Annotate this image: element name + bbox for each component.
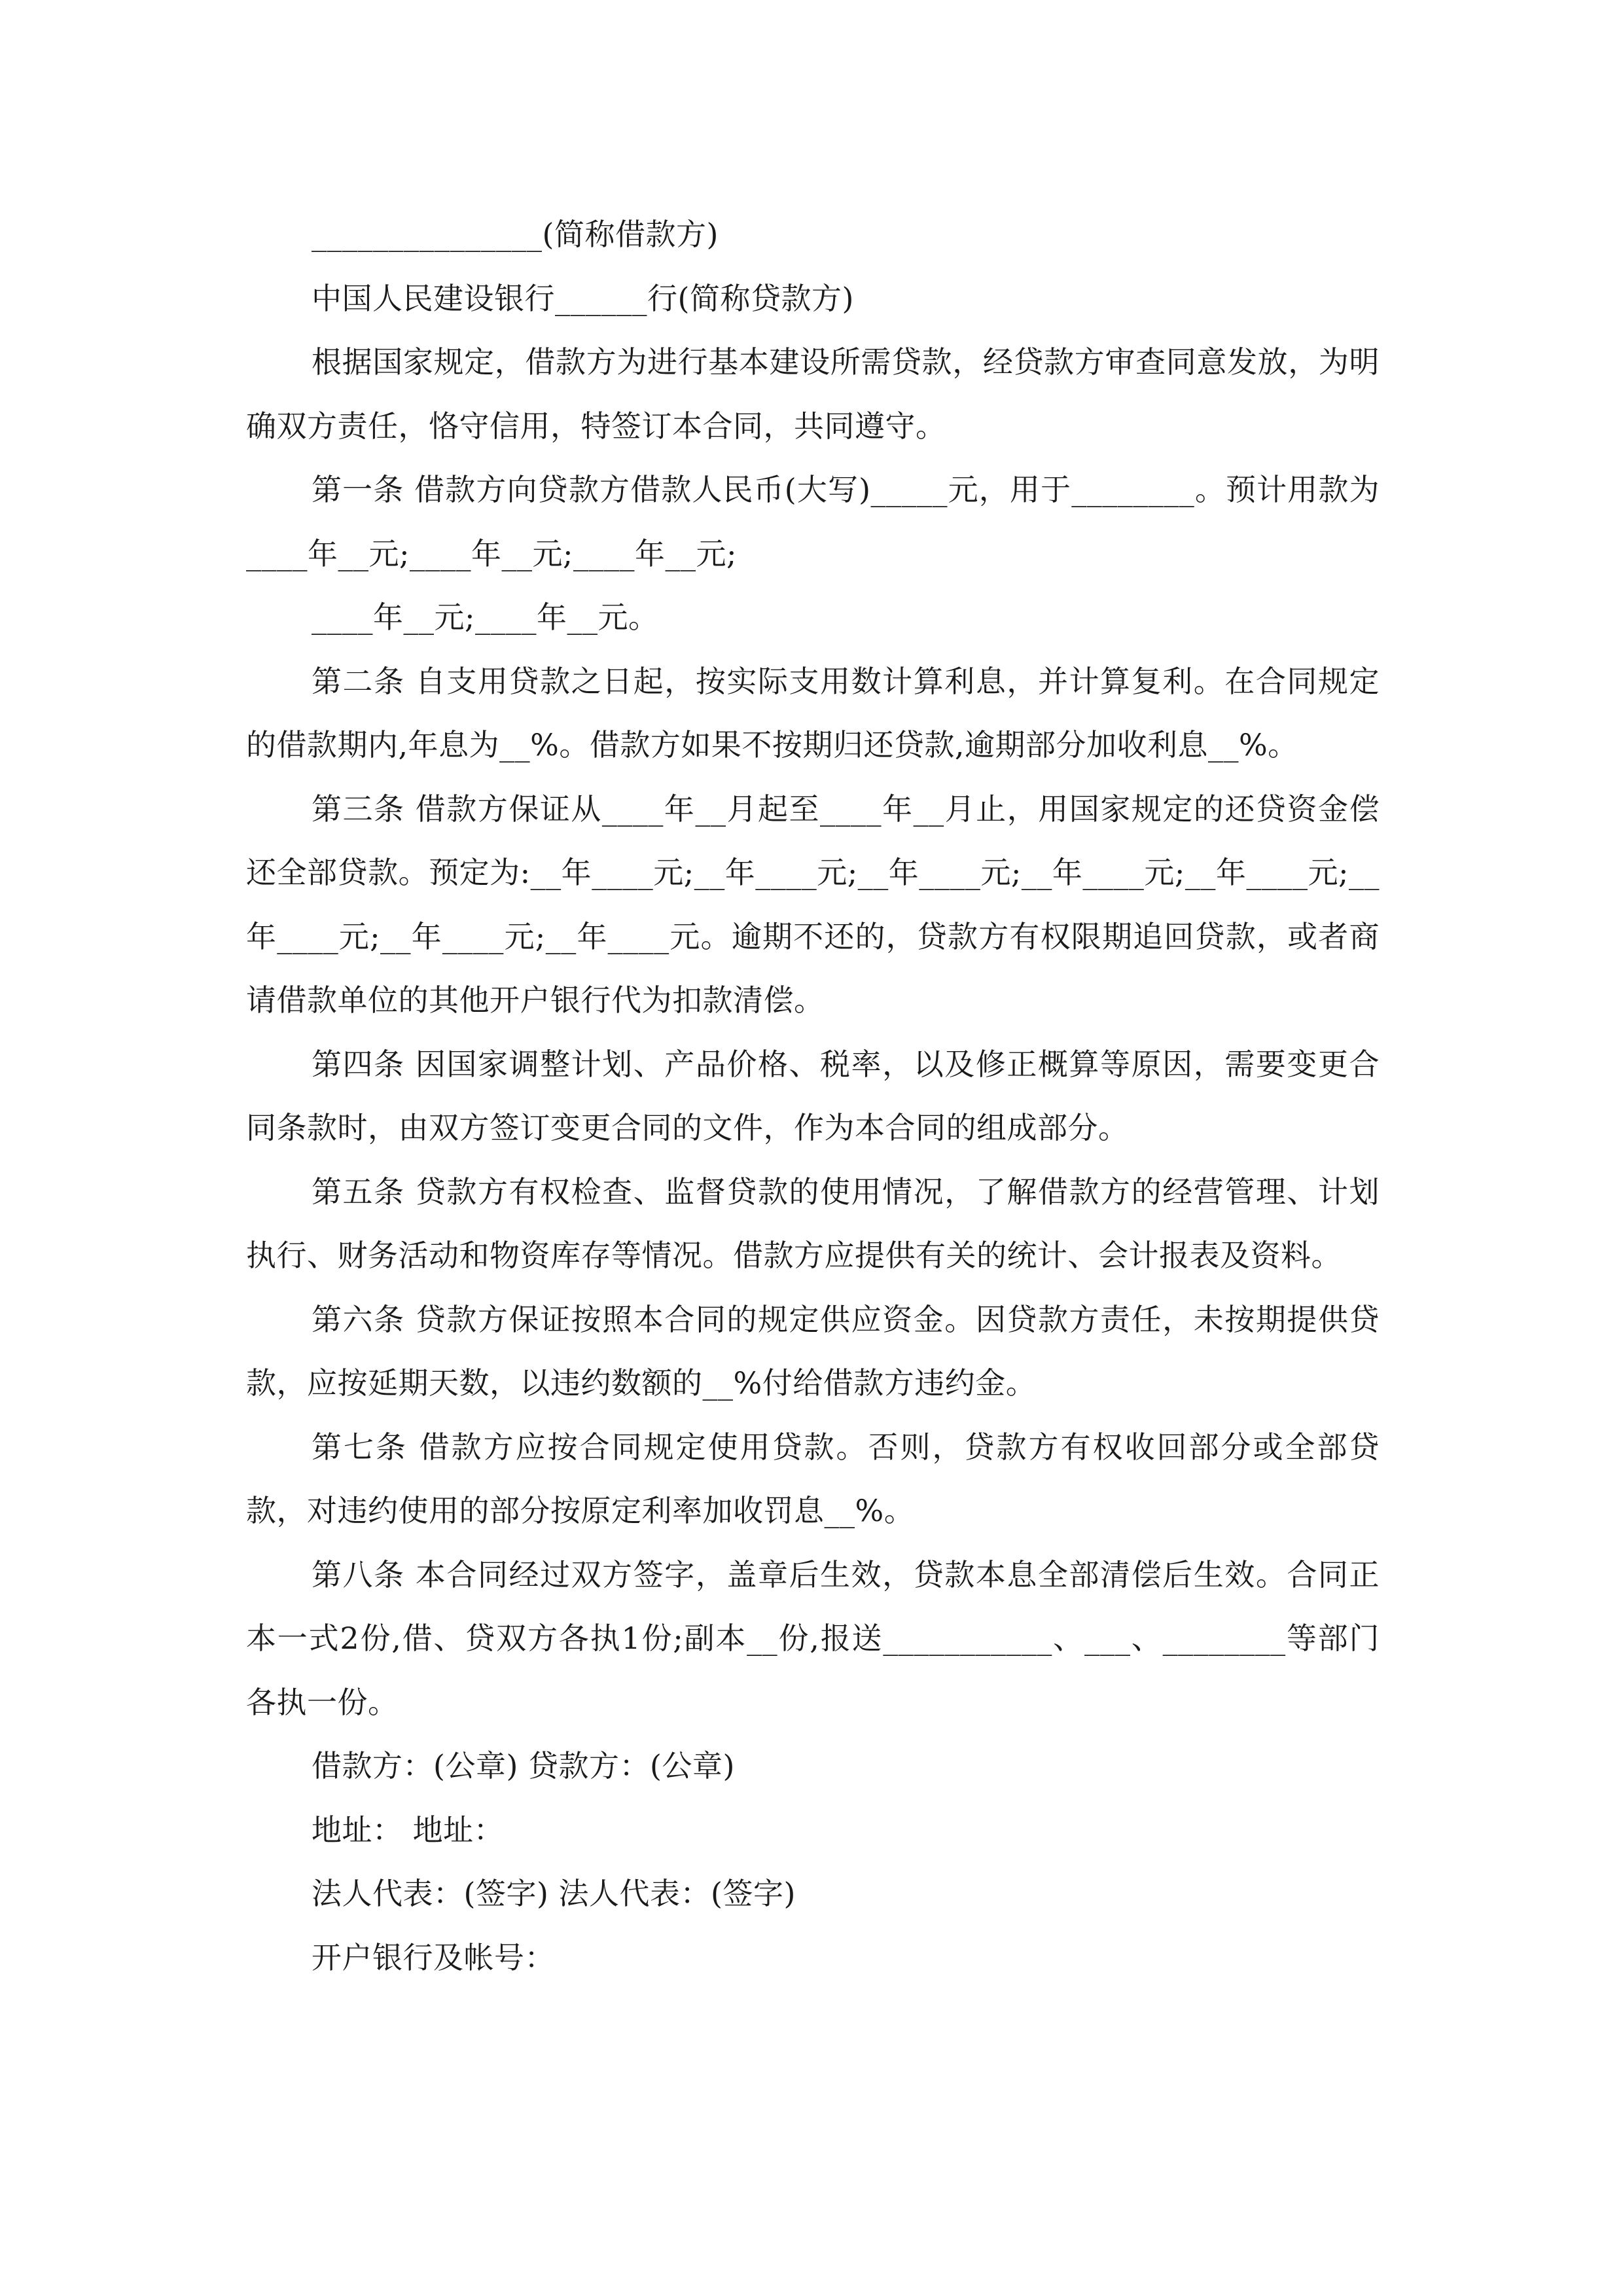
lender-line: 中国人民建设银行______行(简称贷款方) — [312, 280, 854, 316]
address-line: 地址： 地址： — [312, 1812, 505, 1848]
article-4-paragraph: 第四条 因国家调整计划、产品价格、税率，以及修正概算等原因，需要变更合同条款时，由双方签订变更合同的文件，作为本合同的组成部分。 — [246, 1046, 1380, 1145]
article-6-paragraph: 第六条 贷款方保证按照本合同的规定供应资金。因贷款方责任，未按期提供贷款，应按延期天数，以违约数额的__%付给借款方违约金。 — [246, 1301, 1380, 1401]
article-1-continuation: ____年__元;____年__元。 — [312, 600, 659, 635]
article-2-paragraph: 第二条 自支用贷款之日起，按实际支用数计算利息，并计算复利。在合同规定的借款期内,年息为__%。借款方如果不按期归还贷款,逾期部分加收利息__%。 — [246, 663, 1380, 762]
article-7-paragraph: 第七条 借款方应按合同规定使用贷款。否则，贷款方有权收回部分或全部贷款，对违约使用的部分按原定利率加收罚息__%。 — [246, 1429, 1380, 1528]
contract-body — [246, 203, 1380, 1990]
article-3-paragraph: 第三条 借款方保证从____年__月起至____年__月止，用国家规定的还贷资金偿还全部贷款。预定为:__年____元;__年____元;__年____元;__年____元;__年____元;__年____元;__年____元;__年____元。逾期不还的，贷款方有权限期追回贷款，或者商请借款单位的其他开户银行代为扣款清偿。 — [246, 791, 1380, 1018]
legal-rep-line: 法人代表：(签字) 法人代表：(签字) — [312, 1876, 796, 1911]
bank-account-line: 开户银行及帐号： — [312, 1939, 555, 1975]
seal-line: 借款方：(公章) 贷款方：(公章) — [312, 1748, 735, 1784]
article-5-paragraph: 第五条 贷款方有权检查、监督贷款的使用情况，了解借款方的经营管理、计划执行、财务活动和物资库存等情况。借款方应提供有关的统计、会计报表及资料。 — [246, 1174, 1380, 1273]
preamble-paragraph: 根据国家规定，借款方为进行基本建设所需贷款，经贷款方审查同意发放，为明确双方责任，恪守信用，特签订本合同，共同遵守。 — [246, 344, 1380, 444]
article-8-paragraph: 第八条 本合同经过双方签字，盖章后生效，贷款本息全部清偿后生效。合同正本一式2份,借、贷双方各执1份;副本__份,报送___________、___、________等部门各执一份。 — [246, 1556, 1380, 1720]
borrower-line: _______________(简称借款方) — [312, 217, 719, 252]
article-1-paragraph: 第一条 借款方向贷款方借款人民币(大写)_____元，用于________。预计用款为____年__元;____年__元;____年__元; — [246, 472, 1380, 571]
